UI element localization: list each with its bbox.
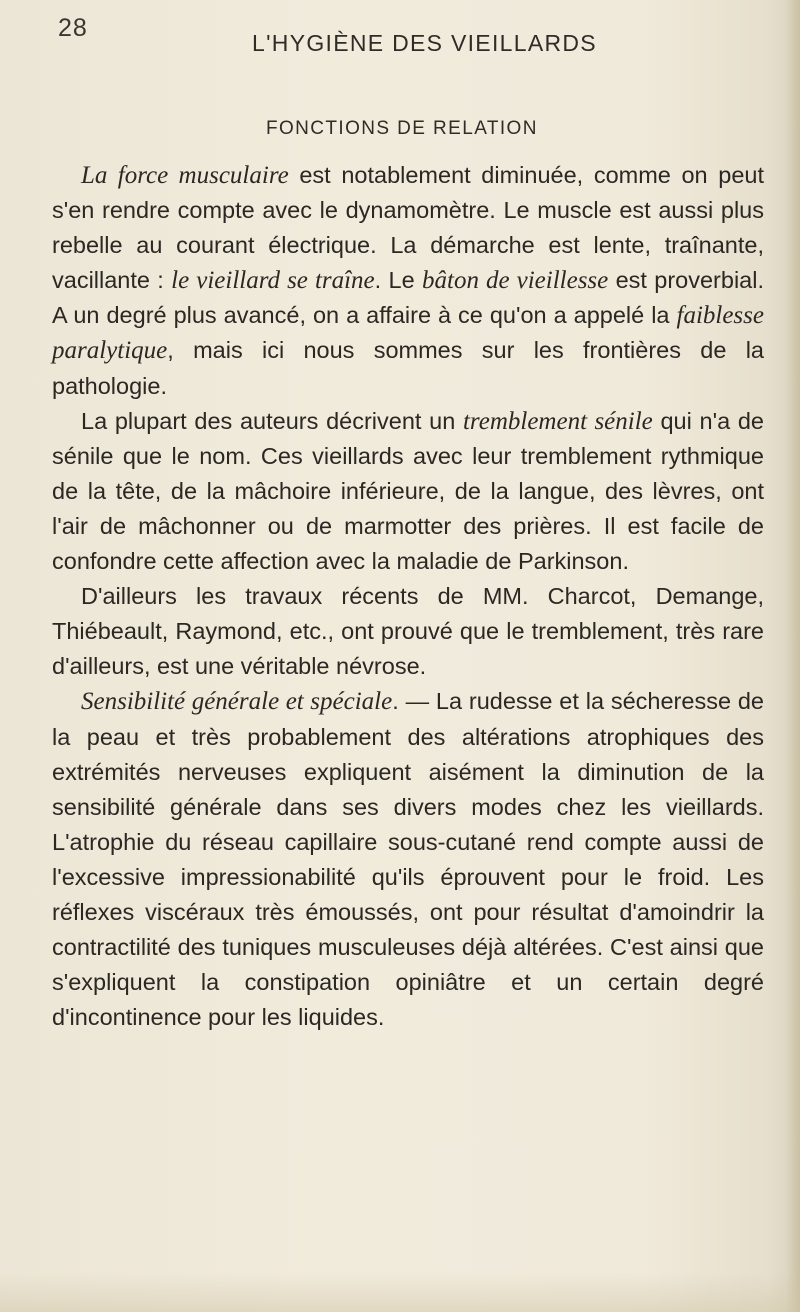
text-run: , mais ici nous sommes sur les frontières de la pathologie.	[52, 337, 764, 399]
page-edge-shadow	[786, 0, 800, 1312]
section-title: FONCTIONS DE RELATION	[266, 118, 538, 139]
running-title: L'HYGIÈNE DES VIEILLARDS	[252, 30, 597, 56]
body-text	[52, 158, 764, 1035]
paragraph	[52, 158, 764, 404]
italic-text: faiblesse paralytique	[52, 302, 764, 365]
text-run: La plupart des auteurs décrivent un	[81, 407, 463, 434]
text-run: . — La rudesse et la sécheresse de la peau et très probablement des altérations atrophiques des extrémités nerveuses expliquent aisément la diminution de la sensibilité générale dans ses divers modes chez les vieillards. L'atrophie du réseau capillaire sous-cutané rend compte aussi de l'excessive impressionabilité qu'ils éprouvent pour le froid. Les réflexes viscéraux très émoussés, ont pour résultat d'amoindrir la contractilité des tuniques musculeuses déjà altérées. C'est ainsi que s'expliquent la constipation opiniâtre et un certain degré d'incontinence pour les liquides.	[52, 688, 764, 1031]
italic-text: le vieillard se traîne	[171, 267, 375, 295]
paragraph	[52, 404, 764, 579]
text-run: . Le	[374, 267, 422, 294]
paragraph	[52, 684, 764, 1035]
text-run: qui n'a de sénile que le nom. Ces vieillards avec leur tremblement rythmique de la tête, de la mâchoire inférieure, de la langue, des lèvres, ont l'air de mâchonner ou de marmotter des prières. Il est facile de confondre cette affection avec la maladie de Parkinson.	[52, 407, 764, 575]
italic-text: bâton de vieillesse	[422, 267, 609, 295]
paragraph	[52, 579, 764, 684]
italic-text: Sensibilité générale et spéciale	[81, 688, 393, 716]
text-run: est notablement diminuée, comme on peut s'en rendre compte avec le dynamomètre. Le muscle est aussi plus rebelle au courant électrique. La démarche est lente, traînante, vacillante :	[52, 162, 764, 294]
page-bottom-shadow	[0, 1272, 800, 1312]
italic-text: tremblement sénile	[462, 407, 653, 435]
italic-text: La force musculaire	[81, 162, 289, 189]
text-run: est proverbial. A un degré plus avancé, on a affaire à ce qu'on a appelé la	[52, 267, 764, 329]
text-run: D'ailleurs les travaux récents de MM. Charcot, Demange, Thiébeault, Raymond, etc., ont prouvé que le tremblement, très rare d'ailleurs, est une véritable névrose.	[52, 583, 764, 680]
page-number: 28	[58, 14, 88, 42]
